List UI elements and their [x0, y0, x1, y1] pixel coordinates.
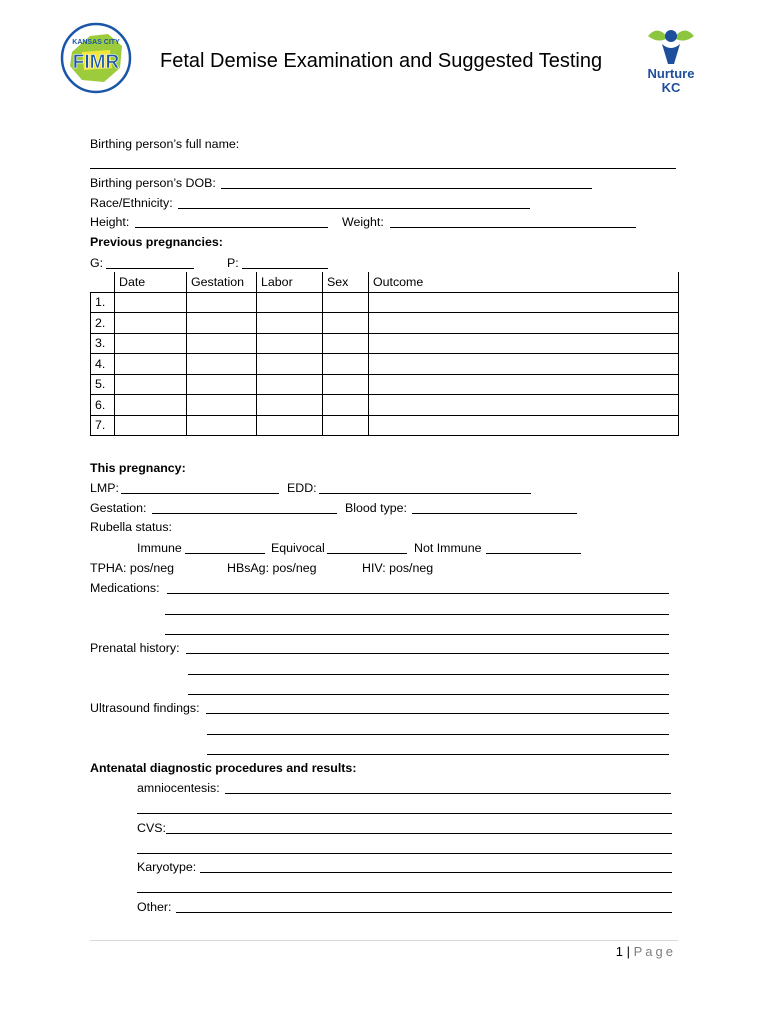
- fimr-logo-graphic: [60, 22, 132, 94]
- page-number-separator: |: [626, 944, 630, 959]
- date-cell[interactable]: [115, 395, 187, 416]
- immune-line[interactable]: [185, 553, 265, 554]
- table-header-date: Date: [115, 272, 187, 292]
- hiv-label: HIV: pos/neg: [362, 561, 434, 575]
- table-header-num: [91, 272, 115, 292]
- sex-cell[interactable]: [323, 333, 369, 354]
- karyotype-label: Karyotype:: [137, 860, 197, 874]
- medications-label: Medications:: [90, 581, 160, 595]
- g-label: G:: [90, 256, 104, 270]
- table-row: [91, 395, 679, 416]
- height-line[interactable]: [135, 227, 328, 228]
- hbsag-label: HBsAg: pos/neg: [227, 561, 317, 575]
- equivocal-label: Equivocal: [271, 541, 325, 555]
- sex-cell[interactable]: [323, 395, 369, 416]
- page-title: Fetal Demise Examination and Suggested Testing: [160, 50, 603, 72]
- labor-cell[interactable]: [257, 313, 323, 334]
- labor-cell[interactable]: [257, 354, 323, 375]
- table-header-outcome: Outcome: [369, 272, 679, 292]
- table-header-row: [91, 272, 679, 292]
- gestation-cell[interactable]: [187, 395, 257, 416]
- sex-cell[interactable]: [323, 292, 369, 313]
- nurture-logo-line2: KC: [661, 80, 681, 95]
- gestation-cell[interactable]: [187, 292, 257, 313]
- sex-cell[interactable]: [323, 415, 369, 436]
- row-number: 5.: [91, 374, 115, 395]
- row-number: 6.: [91, 395, 115, 416]
- date-cell[interactable]: [115, 313, 187, 334]
- outcome-cell[interactable]: [369, 292, 679, 313]
- lmp-line[interactable]: [121, 493, 279, 494]
- blood-type-line[interactable]: [412, 513, 577, 514]
- dob-label: Birthing person’s DOB:: [90, 176, 216, 190]
- cvs-label: CVS:: [137, 821, 166, 835]
- labor-cell[interactable]: [257, 333, 323, 354]
- previous-pregnancies-table: [90, 272, 679, 436]
- sex-cell[interactable]: [323, 313, 369, 334]
- row-number: 2.: [91, 313, 115, 334]
- not-immune-line[interactable]: [486, 553, 581, 554]
- fimr-logo-main: FIMR: [72, 52, 120, 73]
- weight-label: Weight:: [342, 215, 384, 229]
- table-header-sex: Sex: [323, 272, 369, 292]
- date-cell[interactable]: [115, 333, 187, 354]
- karyotype-line-1[interactable]: [200, 872, 672, 873]
- rubella-label: Rubella status:: [90, 520, 172, 534]
- outcome-cell[interactable]: [369, 354, 679, 375]
- fimr-logo: [60, 22, 132, 94]
- table-row: [91, 415, 679, 436]
- karyotype-line-2[interactable]: [137, 892, 672, 893]
- row-number: 4.: [91, 354, 115, 375]
- table-row: [91, 374, 679, 395]
- table-header-gestation: Gestation: [187, 272, 257, 292]
- outcome-cell[interactable]: [369, 333, 679, 354]
- full-name-line[interactable]: [90, 168, 676, 169]
- blood-type-label: Blood type:: [345, 501, 407, 515]
- prenatal-line-1[interactable]: [186, 653, 669, 654]
- outcome-cell[interactable]: [369, 415, 679, 436]
- gestation-cell[interactable]: [187, 313, 257, 334]
- medications-line-3[interactable]: [165, 634, 669, 635]
- prenatal-line-3[interactable]: [188, 694, 669, 695]
- nurture-logo-line1: Nurture: [647, 66, 695, 81]
- gestation-cell[interactable]: [187, 354, 257, 375]
- ultrasound-line-1[interactable]: [206, 713, 669, 714]
- table-row: [91, 354, 679, 375]
- footer-divider: [90, 940, 678, 941]
- dob-line[interactable]: [221, 188, 592, 189]
- page-number-value: 1: [615, 944, 623, 959]
- medications-line-1[interactable]: [167, 593, 669, 594]
- nurture-kc-logo: [640, 22, 702, 98]
- cvs-line-1[interactable]: [166, 833, 672, 834]
- gestation-cell[interactable]: [187, 415, 257, 436]
- this-pregnancy-heading: This pregnancy:: [90, 461, 186, 475]
- table-row: [91, 292, 679, 313]
- row-number: 3.: [91, 333, 115, 354]
- race-label: Race/Ethnicity:: [90, 196, 173, 210]
- date-cell[interactable]: [115, 292, 187, 313]
- page-number: [616, 944, 676, 959]
- labor-cell[interactable]: [257, 292, 323, 313]
- prenatal-line-2[interactable]: [188, 674, 669, 675]
- antenatal-heading: Antenatal diagnostic procedures and results:: [90, 761, 357, 775]
- other-label: Other:: [137, 900, 172, 914]
- sex-cell[interactable]: [323, 354, 369, 375]
- p-line[interactable]: [242, 268, 328, 269]
- outcome-cell[interactable]: [369, 395, 679, 416]
- ultrasound-line-2[interactable]: [207, 734, 669, 735]
- other-line[interactable]: [176, 912, 672, 913]
- gestation-cell[interactable]: [187, 333, 257, 354]
- immune-label: Immune: [137, 541, 182, 555]
- date-cell[interactable]: [115, 374, 187, 395]
- ultrasound-line-3[interactable]: [207, 754, 669, 755]
- table-row: [91, 333, 679, 354]
- gestation-cell[interactable]: [187, 374, 257, 395]
- amnio-line-1[interactable]: [225, 793, 671, 794]
- gestation-line[interactable]: [152, 513, 337, 514]
- not-immune-label: Not Immune: [414, 541, 482, 555]
- row-number: 1.: [91, 292, 115, 313]
- prenatal-history-label: Prenatal history:: [90, 641, 180, 655]
- labor-cell[interactable]: [257, 415, 323, 436]
- outcome-cell[interactable]: [369, 374, 679, 395]
- race-line[interactable]: [178, 208, 530, 209]
- equivocal-line[interactable]: [327, 553, 407, 554]
- ultrasound-label: Ultrasound findings:: [90, 701, 200, 715]
- date-cell[interactable]: [115, 354, 187, 375]
- table-header-labor: Labor: [257, 272, 323, 292]
- height-label: Height:: [90, 215, 130, 229]
- medications-line-2[interactable]: [165, 614, 669, 615]
- table-row: [91, 313, 679, 334]
- amnio-label: amniocentesis:: [137, 781, 220, 795]
- weight-line[interactable]: [390, 227, 636, 228]
- previous-pregnancies-heading: Previous pregnancies:: [90, 235, 223, 249]
- sex-cell[interactable]: [323, 374, 369, 395]
- date-cell[interactable]: [115, 415, 187, 436]
- full-name-label: Birthing person’s full name:: [90, 137, 240, 151]
- cvs-line-2[interactable]: [137, 853, 672, 854]
- edd-line[interactable]: [319, 493, 531, 494]
- labor-cell[interactable]: [257, 374, 323, 395]
- tpha-label: TPHA: pos/neg: [90, 561, 175, 575]
- page-word: Page: [633, 944, 676, 959]
- amnio-line-2[interactable]: [137, 813, 672, 814]
- row-number: 7.: [91, 415, 115, 436]
- fimr-logo-top: KANSAS CITY: [72, 39, 120, 46]
- g-line[interactable]: [106, 268, 194, 269]
- lmp-label: LMP:: [90, 481, 119, 495]
- labor-cell[interactable]: [257, 395, 323, 416]
- p-label: P:: [227, 256, 239, 270]
- edd-label: EDD:: [287, 481, 317, 495]
- gestation-label: Gestation:: [90, 501, 147, 515]
- outcome-cell[interactable]: [369, 313, 679, 334]
- nurture-kc-logo-graphic: [640, 22, 702, 98]
